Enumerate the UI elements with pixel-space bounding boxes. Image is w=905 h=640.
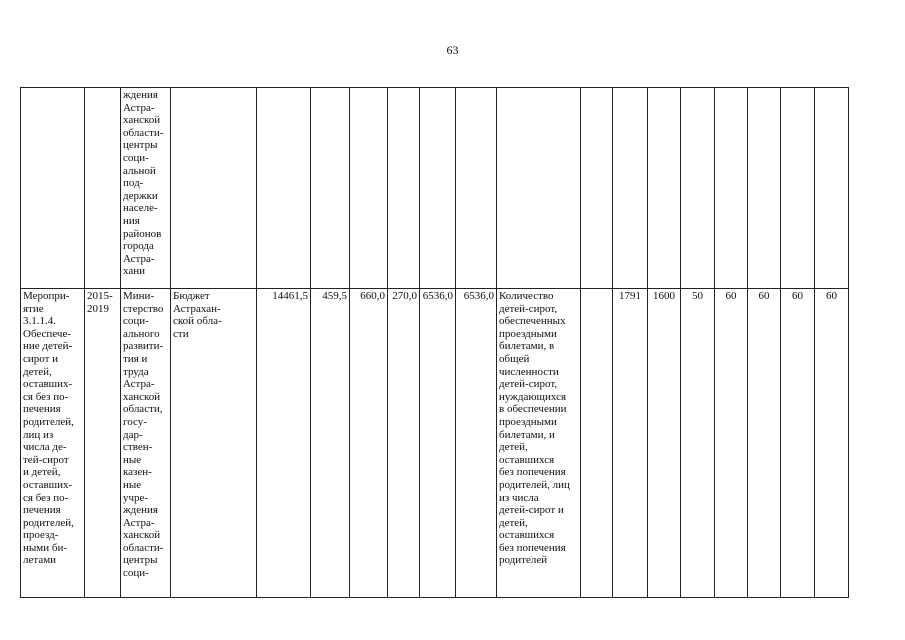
- cell-empty: [456, 88, 497, 289]
- cell-empty: [781, 88, 815, 289]
- indicator-cell: Количество детей-сирот, обеспеченных проездными билетами, в общей численности детей-сирот, нуждающихся в обеспечении проездными билетами, и детей, оставшихся без попечения родителей, лиц из числа детей-сирот и детей, оставшихся без попечения родителей: [497, 289, 581, 598]
- continuation-row: [21, 88, 849, 289]
- indicator-value-cell: 60: [748, 289, 781, 598]
- cell-empty: [85, 88, 121, 289]
- cell-empty: [613, 88, 648, 289]
- cell-empty: [420, 88, 456, 289]
- cell-empty: [257, 88, 311, 289]
- amount-2017-cell: 270,0: [388, 289, 420, 598]
- indicator-value-cell: 60: [815, 289, 849, 598]
- cell-empty: [388, 88, 420, 289]
- cell-empty: [815, 88, 849, 289]
- measure-name-cell: Меропри- ятие 3.1.1.4. Обеспече- ние детей- сирот и детей, оставших- ся без по- печения родителей, лиц из числа де- тей-сирот и детей, оставших- ся без по- печения родителей, проезд- ными би- летами: [21, 289, 85, 598]
- cell-empty: [715, 88, 748, 289]
- cell-empty: [581, 88, 613, 289]
- amount-2016-cell: 660,0: [350, 289, 388, 598]
- cell-empty: [21, 88, 85, 289]
- cell-empty: [748, 88, 781, 289]
- amount-2015-cell: 459,5: [311, 289, 350, 598]
- executor-continuation-cell: ждения Астра- ханской области- центры соци- альной под- держки населе- ния районов города Астра- хани: [121, 88, 171, 289]
- cell-empty: [681, 88, 715, 289]
- funding-source-cell: Бюджет Астрахан- ской обла- сти: [171, 289, 257, 598]
- amount-2019-cell: 6536,0: [456, 289, 497, 598]
- executor-cell: Мини- стерство соци- ального развити- тия и труда Астра- ханской области, госу- дар- ствен- ные казен- ные учре- ждения Астра- ханской области- центры соци-: [121, 289, 171, 598]
- cell-empty: [648, 88, 681, 289]
- total-amount-cell: 14461,5: [257, 289, 311, 598]
- cell-empty: [497, 88, 581, 289]
- program-table: [20, 87, 849, 598]
- cell-empty: [311, 88, 350, 289]
- indicator-value-cell: 60: [781, 289, 815, 598]
- cell-empty: [350, 88, 388, 289]
- unit-cell: [581, 289, 613, 598]
- cell-empty: [171, 88, 257, 289]
- indicator-value-cell: 50: [681, 289, 715, 598]
- indicator-value-cell: 60: [715, 289, 748, 598]
- indicator-value-cell: 1791: [613, 289, 648, 598]
- indicator-value-cell: 1600: [648, 289, 681, 598]
- period-cell: 2015- 2019: [85, 289, 121, 598]
- amount-2018-cell: 6536,0: [420, 289, 456, 598]
- page-number: 63: [446, 43, 459, 57]
- measure-row: [21, 289, 849, 598]
